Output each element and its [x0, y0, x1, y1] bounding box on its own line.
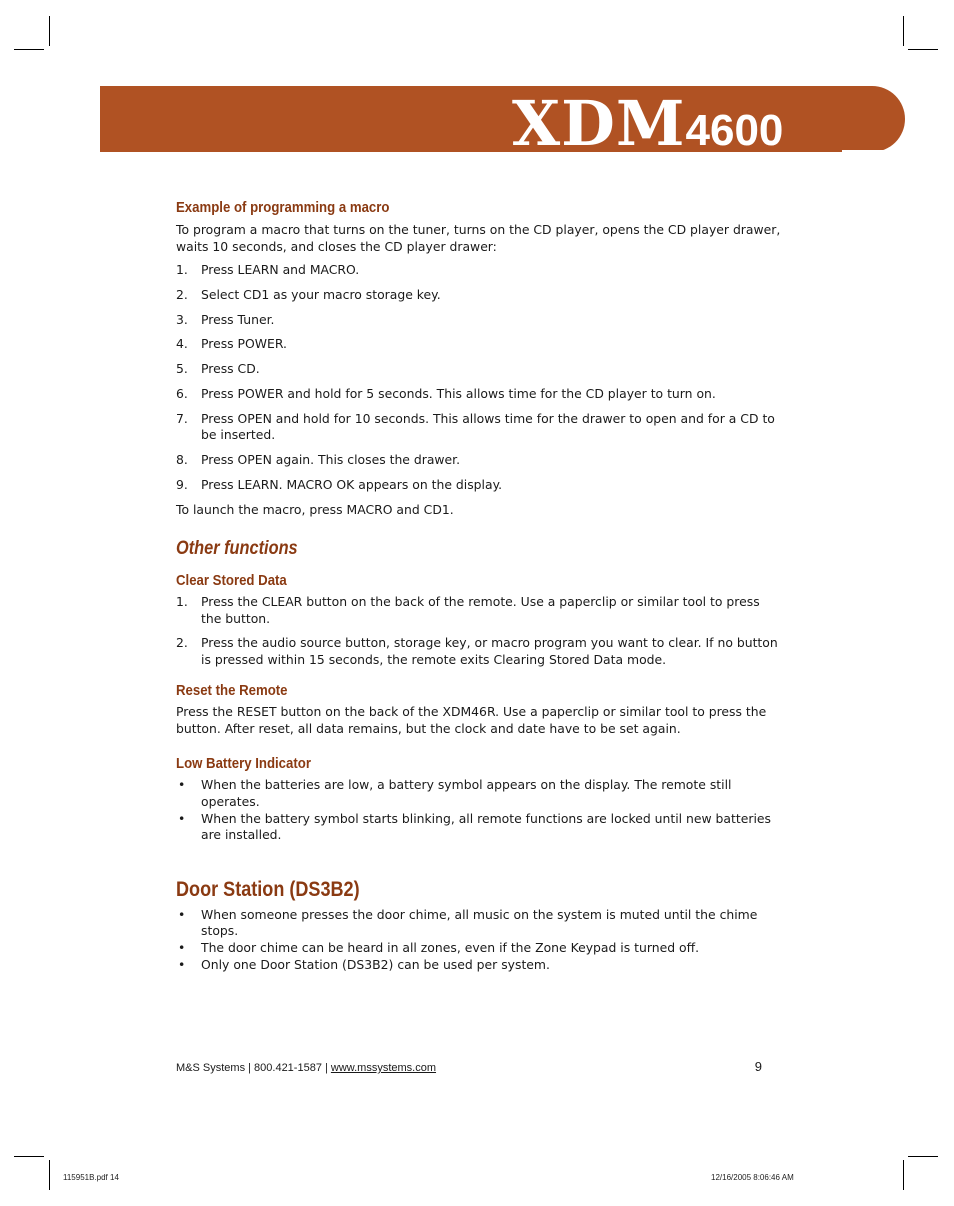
crop-mark — [49, 1160, 50, 1190]
list-item — [176, 262, 782, 279]
list-item — [176, 411, 782, 444]
crop-mark — [903, 1160, 904, 1190]
door-station-list — [176, 907, 782, 974]
step-text: Press OPEN again. This closes the drawer. — [201, 452, 461, 468]
step-text: Press Tuner. — [201, 311, 275, 327]
bullet-icon: • — [178, 906, 186, 922]
low-battery-heading: Low Battery Indicator — [176, 755, 311, 773]
reset-remote-heading: Reset the Remote — [176, 682, 288, 700]
list-item — [176, 386, 782, 403]
page-number: 9 — [754, 1059, 762, 1074]
print-slug-date: 12/16/2005 8:06:46 AM — [711, 1173, 794, 1182]
list-item — [176, 594, 782, 627]
page-footer — [176, 1059, 762, 1074]
step-number: 8. — [176, 452, 188, 468]
step-text: Press the audio source button, storage key, or macro program you want to clear. If no button is pressed within 15 seconds, the remote exits Clearing Stored Data mode. — [201, 635, 778, 667]
macro-steps — [176, 262, 782, 493]
bullet-icon: • — [178, 940, 186, 956]
list-item — [176, 907, 782, 940]
bullet-text: Only one Door Station (DS3B2) can be used per system. — [201, 957, 550, 973]
door-station-heading: Door Station (DS3B2) — [176, 877, 360, 901]
list-item — [176, 336, 782, 353]
crop-mark — [903, 16, 904, 46]
list-item — [176, 361, 782, 378]
step-number: 2. — [176, 635, 188, 651]
step-number: 1. — [176, 594, 188, 610]
list-item — [176, 811, 782, 844]
step-text: Press POWER and hold for 5 seconds. This allows time for the CD player to turn on. — [201, 385, 716, 401]
brand-name: XDM — [512, 87, 686, 160]
bullet-icon: • — [178, 777, 186, 793]
footer-company: M&S Systems | 800.421-1587 | — [176, 1062, 331, 1074]
crop-mark — [14, 49, 44, 50]
list-item — [176, 777, 782, 810]
clear-data-heading: Clear Stored Data — [176, 572, 287, 590]
list-item — [176, 957, 782, 974]
macro-intro: To program a macro that turns on the tuner, turns on the CD player, opens the CD player drawer, waits 10 seconds, and closes the CD player drawer: — [176, 222, 781, 254]
step-text: Press LEARN. MACRO OK appears on the display. — [201, 476, 503, 492]
page-content — [176, 199, 782, 974]
print-slug-file: 115951B.pdf 14 — [63, 1173, 119, 1182]
reset-remote-text: Press the RESET button on the back of the XDM46R. Use a paperclip or similar tool to press the button. After reset, all data remains, but the clock and date have to be set again. — [176, 704, 767, 736]
list-item — [176, 452, 782, 469]
step-text: Press OPEN and hold for 10 seconds. This allows time for the drawer to open and for a CD to be inserted. — [201, 410, 775, 443]
brand-model: 4600 — [685, 106, 784, 155]
bullet-icon: • — [178, 957, 186, 973]
list-item — [176, 287, 782, 304]
step-text: Press LEARN and MACRO. — [201, 262, 360, 277]
step-number: 7. — [176, 410, 188, 426]
bullet-text: When the battery symbol starts blinking, all remote functions are locked until new batteries are installed. — [201, 810, 771, 843]
step-number: 6. — [176, 385, 188, 401]
step-text: Press POWER. — [201, 336, 287, 352]
banner-notch — [842, 150, 905, 154]
macro-outro: To launch the macro, press MACRO and CD1. — [176, 501, 454, 517]
list-item — [176, 312, 782, 329]
step-number: 5. — [176, 361, 188, 377]
list-item — [176, 635, 782, 668]
step-number: 2. — [176, 286, 188, 302]
low-battery-list — [176, 777, 782, 844]
step-number: 1. — [176, 262, 188, 277]
macro-heading: Example of programming a macro — [176, 199, 390, 216]
step-text: Press CD. — [201, 361, 260, 377]
bullet-text: When the batteries are low, a battery symbol appears on the display. The remote still operates. — [201, 777, 732, 809]
header-banner — [100, 86, 905, 152]
bullet-icon: • — [178, 810, 186, 826]
other-functions-heading: Other functions — [176, 538, 298, 560]
brand-logo — [512, 87, 784, 160]
crop-mark — [908, 49, 938, 50]
crop-mark — [908, 1156, 938, 1157]
clear-data-steps — [176, 594, 782, 668]
step-number: 9. — [176, 476, 188, 492]
crop-mark — [49, 16, 50, 46]
crop-mark — [14, 1156, 44, 1157]
step-text: Select CD1 as your macro storage key. — [201, 286, 441, 302]
footer-website-link[interactable]: www.mssystems.com — [330, 1062, 437, 1074]
bullet-text: The door chime can be heard in all zones, even if the Zone Keypad is turned off. — [201, 940, 700, 956]
step-text: Press the CLEAR button on the back of the remote. Use a paperclip or similar tool to press the button. — [201, 594, 760, 626]
list-item — [176, 477, 782, 494]
bullet-text: When someone presses the door chime, all music on the system is muted until the chime stops. — [201, 906, 758, 939]
step-number: 4. — [176, 336, 188, 352]
step-number: 3. — [176, 311, 188, 327]
list-item — [176, 940, 782, 957]
